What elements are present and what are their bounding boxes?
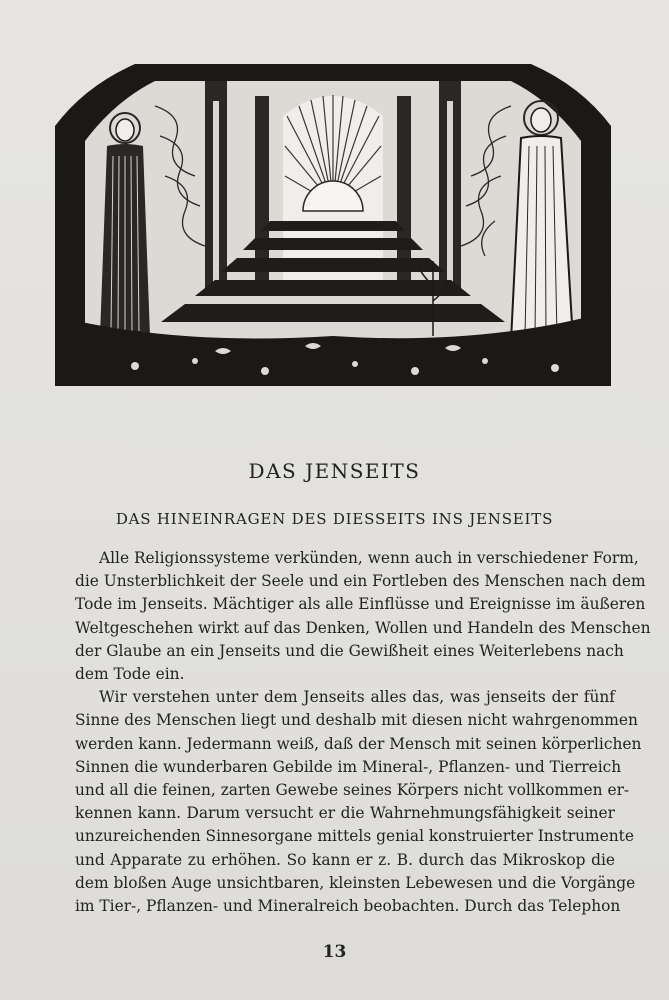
- woodcut-illustration: [55, 46, 611, 386]
- text-line: dem bloßen Auge unsichtbaren, kleinsten Lebewesen und die Vorgänge: [75, 873, 636, 892]
- text-line: und all die feinen, zarten Gewebe seines Körpers nicht vollkommen er-: [75, 781, 630, 800]
- text-line: Sinnen die wunderbaren Gebilde im Mineral-, Pflanzen- und Tierreich: [75, 757, 622, 776]
- text-line: Sinne des Menschen liegt und deshalb mit diesen nicht wahrgenommen: [75, 711, 638, 730]
- text-line: Tode im Jenseits. Mächtiger als alle Einflüsse und Ereignisse im äußeren: [75, 595, 646, 614]
- text-line: die Unsterblichkeit der Seele und ein Fortleben des Menschen nach dem: [75, 572, 646, 591]
- text-line: und Apparate zu erhöhen. So kann er z. B. durch das Mikroskop die: [75, 850, 615, 869]
- body-text: [75, 547, 651, 918]
- text-line: unzureichenden Sinnesorgane mittels genial konstruierter Instrumente: [75, 827, 634, 846]
- text-line: der Glaube an ein Jenseits und die Gewißheit eines Weiterlebens nach: [75, 641, 624, 660]
- text-line: Alle Religionssysteme verkünden, wenn auch in verschiedener Form,: [99, 549, 639, 567]
- text-line: im Tier-, Pflanzen- und Mineralreich beobachten. Durch das Telephon: [75, 897, 621, 916]
- text-line: Wir verstehen unter dem Jenseits alles das, was jenseits der fünf: [99, 688, 615, 707]
- chapter-subtitle: DAS HINEINRAGEN DES DIESSEITS INS JENSEITS: [115, 510, 554, 528]
- text-line: werden kann. Jedermann weiß, daß der Mensch mit seinen körperlichen: [75, 734, 642, 753]
- text-line: Weltgeschehen wirkt auf das Denken, Wollen und Handeln des Menschen: [75, 618, 651, 637]
- chapter-title: DAS JENSEITS: [248, 459, 421, 483]
- text-line: dem Tode ein.: [75, 665, 185, 684]
- text-line: kennen kann. Darum versucht er die Wahrnehmungsfähigkeit seiner: [75, 804, 615, 823]
- page-number: 13: [322, 942, 347, 962]
